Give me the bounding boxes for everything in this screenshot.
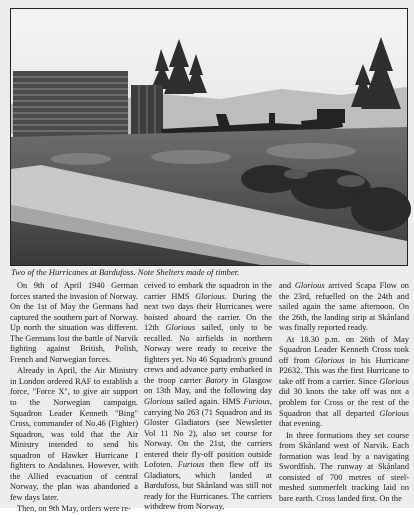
paragraph: In three formations they set course from Skånland west of Narvik. Each formation was lead by a navigating Swordfish. The runway at Skånland consisted of 700 metres of steel-meshed summerfelt tracking laid on bare earth. Cross landed first. On the [279, 430, 409, 503]
paragraph: On 9th of April 1940 German forces started the invasion of Norway. On the 1st of May the Germans had captured the southern part of Norway. Up north the situation was different. The Germans lost the battle of Narvik fighting against British, Polish, French and Norwegian forces. [10, 281, 138, 364]
italic-ship-name: Glorious [165, 323, 196, 333]
italic-ship-name: Glorious [195, 291, 225, 301]
paragraph: At 18.30 p.m. on 26th of May Squadron Leader Kenneth Cross took off from Glorious in his Hurricane P2632. This was the first Hurricane to take off from a carrier. Since Glorious did 30 knots the take off was not a problem for Cross or the rest of the Squadron that all departed Glorious that evening. [279, 334, 409, 429]
italic-ship-name: Glorious [379, 376, 409, 386]
text-column-1 [10, 281, 138, 514]
archive-photo [10, 8, 408, 266]
italic-ship-name: Glorious [314, 355, 345, 365]
italic-ship-name: Batory [205, 375, 229, 385]
photo-caption: Two of the Hurricanes at Bardufoss. Note Shelters made of timber. [11, 267, 240, 277]
italic-ship-name: Glorious [144, 397, 174, 407]
text-column-2 [144, 281, 273, 512]
paragraph: Then, on 9th May, orders were re- [17, 504, 131, 514]
text-column-3 [279, 281, 409, 508]
italic-ship-name: Glorious [294, 281, 325, 290]
hurricanes-photo-illustration [11, 9, 407, 265]
paragraph: Already in April, the Air Ministry in London ordered RAF to establish a force, "Force X", to give air support to the Norwegian campaign. Squadron Leader Kenneth "Bing" Cross, commander of No.46 (Fighter) Squadron, was told that the Air Ministry intended to send his squadron of Hawker Hurricane I fighters to Andalsnes. However, with the Allied evacuation of central Norway, the plan was abandoned a few days later. [10, 366, 138, 502]
italic-ship-name: Glorious [379, 408, 409, 418]
paragraph: ceived to embark the squadron in the carrier HMS Glorious. During the next two days their Hurricanes were hoisted aboard the carrier. On the 12th Glorious sailed, only to be recalled. No airfields in northern Norway were ready to receive the fighters yet. No 46 Squadron's ground crews and advance party embarked in the troop carrier Batory in Glasgow on 13th May, and the following day Glorious sailed again. HMS Furious, carrying No 263 (71 Squadron and its Gloster Gladiators (see Newsletter Vol 11 No 2), also set course for Norway. On the 21st, the carriers entered their fly-off position outside Lofoten. Furious then flew off its Gladiators, which landed at Bardufoss, but Skånland was still not ready for the Hurricanes. The carriers withdrew from Norway, [144, 281, 273, 512]
italic-ship-name: Furious [243, 397, 270, 407]
italic-ship-name: Furious [177, 460, 205, 470]
paragraph: and Glorious arrived Scapa Flow on the 23rd, refuelled on the 24th and sailed again the same afternoon. On the 26th, the landing strip at Skånland was finally reported ready. [279, 281, 409, 333]
